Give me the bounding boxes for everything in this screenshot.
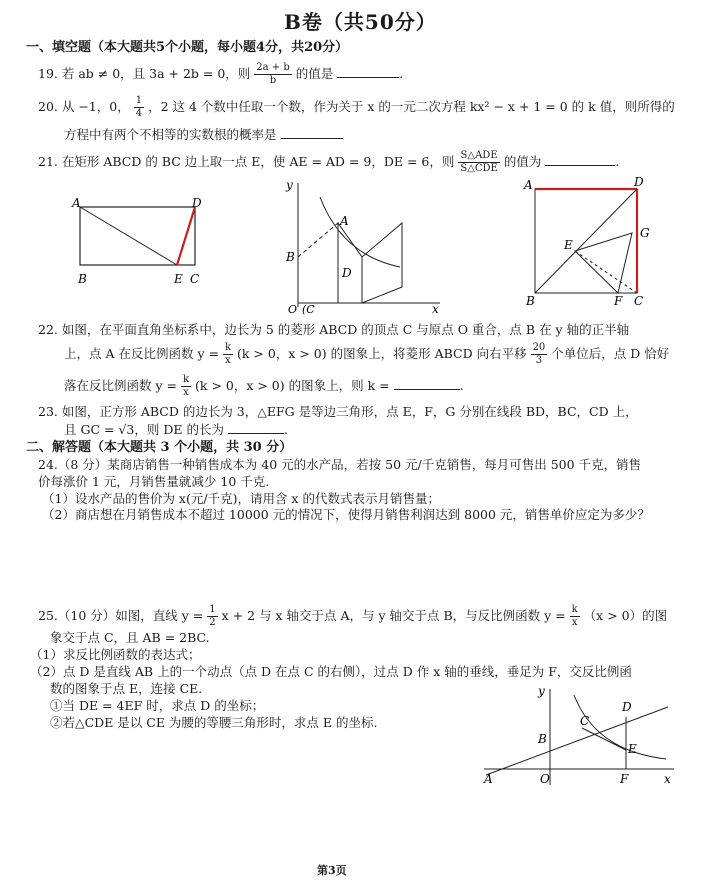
question-20 [38, 95, 675, 120]
label-o: O [288, 303, 298, 315]
q22-k-over-x: $\frac{k}{x}$ [224, 342, 232, 366]
rhombus-shifted [362, 223, 402, 303]
label-y: y [538, 685, 545, 698]
question-24: 24.（8 分）某商店销售一种销售成本为 40 元的水产品，若按 50 元/千克销售，每月可售出 500 千克，销售 [38, 457, 642, 472]
label-c: (C [302, 303, 315, 315]
triangle-efg [575, 233, 632, 293]
question-24-part2: （2）商店想在月销售成本不超过 10000 元的情况下，使得月销售利润达到 8000 元，销售单价应定为多少？ [42, 507, 650, 522]
q19-text-post: 的值是 [295, 66, 334, 81]
q25-half: $\frac{1}{2}$ [209, 604, 216, 628]
question-25-case2: ②若△CDE 是以 CE 为腰的等腰三角形时，求点 E 的坐标. [50, 715, 378, 730]
label-a: A [524, 178, 533, 192]
figure-linear-inverse [478, 685, 678, 800]
q25-k-over-x: $\frac{k}{x}$ [571, 604, 578, 628]
q22-text-a: 上，点 A 在反比例函数 y = [64, 346, 219, 361]
question-24-line2: 价每涨价 1 元，月销售量就减少 10 千克. [38, 474, 270, 489]
question-22-line2 [64, 342, 669, 367]
question-25-part1: （1）求反比例函数的表达式； [30, 647, 201, 662]
shift-guide [338, 223, 362, 257]
q23-text: 且 GC = √3，则 DE 的长为 [64, 422, 224, 437]
label-d: D [634, 175, 644, 189]
q22-text-d: 落在反比例函数 y = [64, 378, 177, 393]
segment-ae [80, 207, 177, 265]
label-g: G [640, 226, 650, 240]
label-f: F [614, 294, 623, 308]
figure-square [520, 175, 655, 310]
question-23-line2: 且 GC = √3，则 DE 的长为 . [64, 422, 288, 437]
q22-answer-blank[interactable] [394, 389, 460, 390]
label-b: B [286, 250, 295, 264]
label-o: O [540, 772, 550, 786]
question-25-part2-line2: 数的图象于点 E，连接 CE. [50, 681, 203, 696]
q21-text-post: 的值为 [503, 154, 542, 169]
question-21: 21. 在矩形 ABCD 的 BC 边上取一点 E，使 AE = AD = 9，DE = 6，则 $\frac{\text{S△ADE}}{\text{S△CDE}}$ 的值为 . [38, 150, 620, 174]
question-24-part1: （1）设水产品的售价为 x(元/千克)，请用含 x 的代数式表示月销售量； [42, 491, 440, 506]
label-f: F [620, 772, 629, 786]
q21-text: 21. 在矩形 ABCD 的 BC 边上取一点 E，使 AE = AD = 9，DE = 6，则 [38, 154, 455, 169]
segment-ec [575, 251, 637, 293]
q19-text: 19. 若 ab ≠ 0，且 3a + 2b = 0，则 [38, 66, 251, 81]
label-d: D [622, 700, 632, 714]
label-d: D [192, 196, 202, 210]
label-c: C [580, 714, 590, 728]
q22-text-c: 个单位后，点 D 恰好 [551, 346, 670, 361]
q25-text-c: （x > 0）的图 [583, 608, 668, 623]
q25-text-b: x + 2 与 x 轴交于点 A，与 y 轴交于点 B，与反比例函数 y = [221, 608, 566, 623]
q21-answer-blank[interactable] [545, 165, 615, 166]
question-19: 19. 若 ab ≠ 0，且 3a + 2b = 0，则 $\frac{2a + b}{b}$ 的值是 . [38, 62, 404, 86]
label-y: y [286, 178, 293, 192]
q22-text-e: (k > 0，x > 0) 的图象上，则 k = [195, 378, 390, 393]
question-22: 22. 如图，在平面直角坐标系中，边长为 5 的菱形 ABCD 的顶点 C 与原点 O 重合，点 B 在 y 轴的正半轴 [38, 322, 630, 337]
label-b: B [526, 294, 535, 308]
q20-fraction: $\frac{1}{4}$ [135, 95, 143, 119]
label-c: C [634, 294, 644, 308]
q20-text-b: ，2 这 4 个数中任取一个数，作为关于 x 的一元二次方程 kx² − x + 1 = 0 的 k 值，则所得的 [148, 99, 675, 114]
q23-answer-blank[interactable] [228, 433, 284, 434]
label-a: A [340, 214, 349, 228]
q22-k-over-x-2: $\frac{k}{x}$ [182, 374, 190, 398]
q25-text-a: 25.（10 分）如图，直线 y = [38, 608, 204, 623]
figure-rectangle [70, 195, 210, 290]
line-ab [486, 707, 668, 775]
label-e: E [628, 742, 637, 756]
label-a: A [484, 772, 493, 786]
q20-text-c: 方程中有两个不相等的实数根的概率是 [64, 127, 277, 142]
page-number: 第3页 [317, 864, 347, 877]
rhombus-original [298, 223, 338, 303]
question-23: 23. 如图，正方形 ABCD 的边长为 3，△EFG 是等边三角形，点 E，F，G 分别在线段 BD，BC，CD 上， [38, 404, 638, 419]
label-x: x [664, 772, 671, 786]
label-e: E [564, 238, 573, 252]
question-20-line2 [64, 125, 343, 143]
q21-fraction: $\frac{\text{S△ADE}}{\text{S△CDE}}$ [460, 150, 498, 174]
section-answer-heading: 二、解答题（本大题共 3 个小题，共 30 分） [26, 440, 293, 455]
q19-answer-blank[interactable] [337, 77, 399, 78]
label-a: A [72, 196, 81, 210]
question-25-line2: 象交于点 C，且 AB = 2BC. [50, 630, 210, 645]
q20-answer-blank[interactable] [281, 138, 343, 139]
hyperbola [320, 197, 400, 267]
page-title: B卷（共50分） [284, 10, 437, 34]
label-e: E [174, 272, 183, 286]
figure-rhombus [280, 175, 450, 315]
question-25-case1: ①当 DE = 4EF 时，求点 D 的坐标； [50, 698, 265, 713]
section-fill-in-heading: 一、填空题（本大题共5个小题，每小题4分，共20分） [26, 40, 349, 55]
label-b: B [538, 732, 547, 746]
q22-shift-fraction: $\frac{20}{3}$ [532, 342, 546, 366]
q19-fraction: $\frac{2a + b}{b}$ [256, 62, 290, 86]
label-b: B [78, 272, 87, 286]
segment-de [177, 207, 195, 265]
question-25 [38, 604, 667, 629]
rect-abcd [80, 207, 195, 265]
question-25-part2: （2）点 D 是直线 AB 上的一个动点（点 D 在点 C 的右侧），过点 D 作 x 轴的垂线，垂足为 F，交反比例函 [30, 664, 632, 679]
q20-text-a: 20. 从 −1，0， [38, 99, 130, 114]
q22-text-b: (k > 0，x > 0) 的图象上，将菱形 ABCD 向右平移 [237, 346, 527, 361]
label-c: C [190, 272, 200, 286]
question-22-line3: 落在反比例函数 y = $\frac{k}{x}$ (k > 0，x > 0) 的图象上，则 k = . [64, 374, 464, 398]
label-d: D [342, 266, 352, 280]
label-x: x [432, 302, 439, 315]
